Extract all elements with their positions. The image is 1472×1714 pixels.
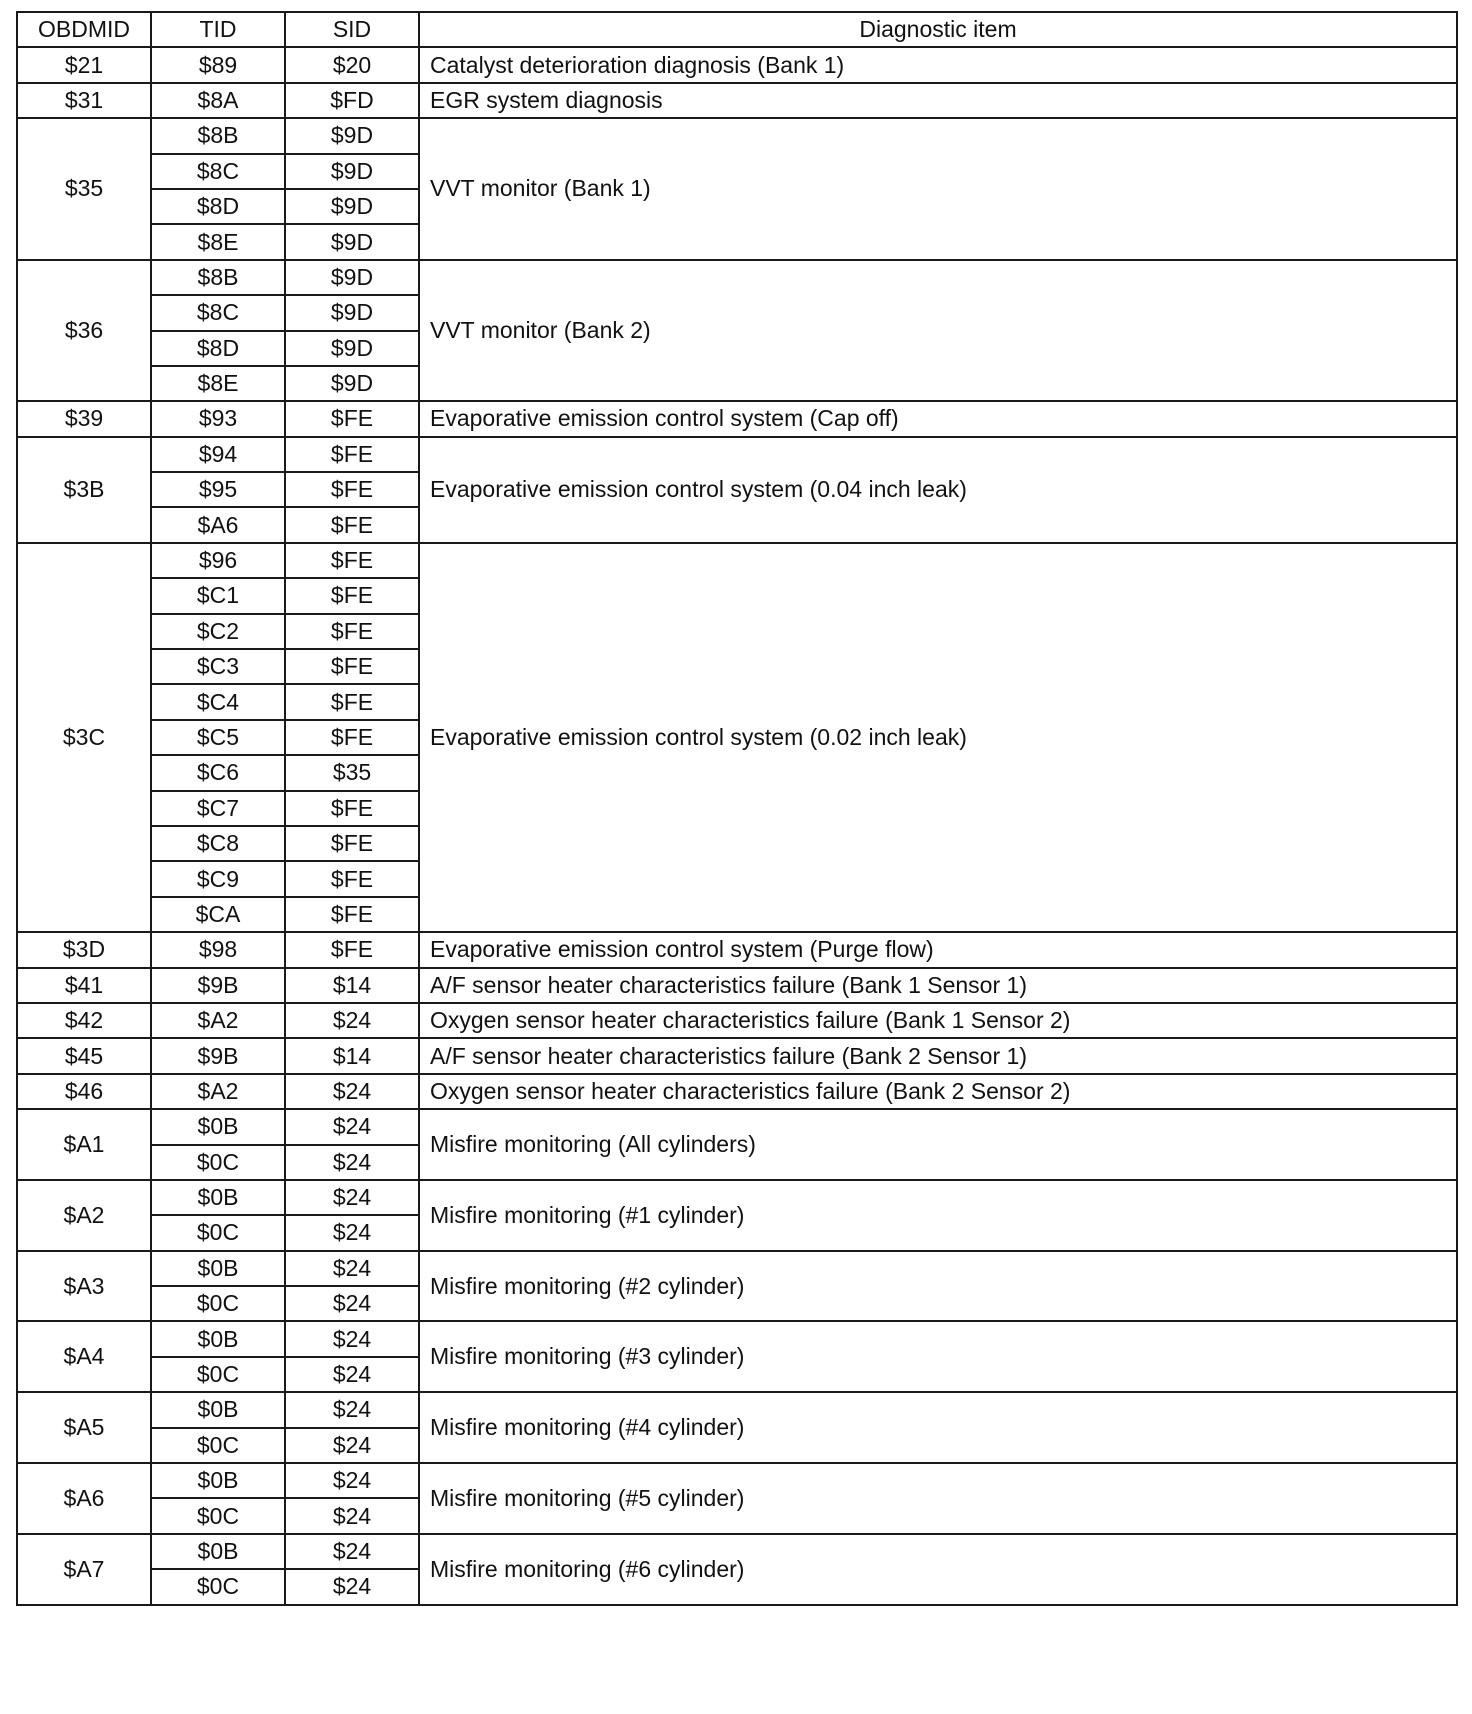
table-row — [17, 1463, 1457, 1498]
tid-cell: $C4 — [151, 684, 285, 719]
tid-cell: $0C — [151, 1569, 285, 1604]
table-row — [17, 401, 1457, 436]
tid-cell: $A2 — [151, 1003, 285, 1038]
diagnostic-item-cell: Evaporative emission control system (0.02 inch leak) — [419, 543, 1457, 932]
header-obdmid: OBDMID — [17, 12, 151, 47]
diagnostic-item-cell: Misfire monitoring (All cylinders) — [419, 1109, 1457, 1180]
tid-cell: $A6 — [151, 507, 285, 542]
diagnostic-item-cell: Misfire monitoring (#2 cylinder) — [419, 1251, 1457, 1322]
sid-cell: $24 — [285, 1392, 419, 1427]
tid-cell: $0B — [151, 1463, 285, 1498]
tid-cell: $96 — [151, 543, 285, 578]
sid-cell: $24 — [285, 1357, 419, 1392]
obdmid-cell: $39 — [17, 401, 151, 436]
sid-cell: $FE — [285, 472, 419, 507]
table-row — [17, 1534, 1457, 1569]
table-row — [17, 1392, 1457, 1427]
tid-cell: $9B — [151, 1038, 285, 1073]
table-row — [17, 1074, 1457, 1109]
tid-cell: $8A — [151, 83, 285, 118]
tid-cell: $8D — [151, 331, 285, 366]
header-row — [17, 12, 1457, 47]
obdmid-table-container — [16, 11, 1458, 1606]
sid-cell: $24 — [285, 1286, 419, 1321]
obdmid-cell: $3C — [17, 543, 151, 932]
obdmid-table — [16, 11, 1458, 1606]
sid-cell: $9D — [285, 366, 419, 401]
table-row — [17, 1251, 1457, 1286]
sid-cell: $9D — [285, 154, 419, 189]
obdmid-cell: $45 — [17, 1038, 151, 1073]
tid-cell: $8C — [151, 154, 285, 189]
diagnostic-item-cell: Misfire monitoring (#4 cylinder) — [419, 1392, 1457, 1463]
tid-cell: $0C — [151, 1286, 285, 1321]
table-row — [17, 968, 1457, 1003]
sid-cell: $20 — [285, 47, 419, 82]
sid-cell: $FE — [285, 437, 419, 472]
table-row — [17, 1038, 1457, 1073]
tid-cell: $0B — [151, 1534, 285, 1569]
sid-cell: $24 — [285, 1145, 419, 1180]
sid-cell: $FE — [285, 684, 419, 719]
diagnostic-item-cell: Misfire monitoring (#1 cylinder) — [419, 1180, 1457, 1251]
header-diagnostic-item: Diagnostic item — [419, 12, 1457, 47]
sid-cell: $FE — [285, 543, 419, 578]
sid-cell: $14 — [285, 968, 419, 1003]
header-tid: TID — [151, 12, 285, 47]
tid-cell: $8B — [151, 260, 285, 295]
tid-cell: $C5 — [151, 720, 285, 755]
diagnostic-item-cell: Evaporative emission control system (Cap off) — [419, 401, 1457, 436]
tid-cell: $0C — [151, 1215, 285, 1250]
tid-cell: $98 — [151, 932, 285, 967]
sid-cell: $14 — [285, 1038, 419, 1073]
tid-cell: $C8 — [151, 826, 285, 861]
sid-cell: $FE — [285, 578, 419, 613]
sid-cell: $9D — [285, 189, 419, 224]
tid-cell: $C3 — [151, 649, 285, 684]
tid-cell: $0C — [151, 1357, 285, 1392]
sid-cell: $9D — [285, 295, 419, 330]
diagnostic-item-cell: Evaporative emission control system (Purge flow) — [419, 932, 1457, 967]
sid-cell: $9D — [285, 260, 419, 295]
tid-cell: $0C — [151, 1428, 285, 1463]
tid-cell: $C1 — [151, 578, 285, 613]
table-row — [17, 118, 1457, 153]
sid-cell: $9D — [285, 118, 419, 153]
diagnostic-item-cell: Oxygen sensor heater characteristics failure (Bank 2 Sensor 2) — [419, 1074, 1457, 1109]
obdmid-cell: $A2 — [17, 1180, 151, 1251]
tid-cell: $C2 — [151, 614, 285, 649]
table-row — [17, 543, 1457, 578]
table-row — [17, 47, 1457, 82]
sid-cell: $24 — [285, 1321, 419, 1356]
sid-cell: $24 — [285, 1251, 419, 1286]
tid-cell: $8E — [151, 366, 285, 401]
diagnostic-item-cell: Oxygen sensor heater characteristics failure (Bank 1 Sensor 2) — [419, 1003, 1457, 1038]
obdmid-cell: $3D — [17, 932, 151, 967]
diagnostic-item-cell: Misfire monitoring (#5 cylinder) — [419, 1463, 1457, 1534]
diagnostic-item-cell: Misfire monitoring (#3 cylinder) — [419, 1321, 1457, 1392]
sid-cell: $24 — [285, 1074, 419, 1109]
sid-cell: $24 — [285, 1180, 419, 1215]
tid-cell: $8B — [151, 118, 285, 153]
sid-cell: $24 — [285, 1534, 419, 1569]
tid-cell: $8D — [151, 189, 285, 224]
tid-cell: $C9 — [151, 861, 285, 896]
sid-cell: $24 — [285, 1109, 419, 1144]
diagnostic-item-cell: A/F sensor heater characteristics failure (Bank 1 Sensor 1) — [419, 968, 1457, 1003]
table-row — [17, 932, 1457, 967]
obdmid-cell: $36 — [17, 260, 151, 402]
obdmid-cell: $31 — [17, 83, 151, 118]
sid-cell: $FE — [285, 649, 419, 684]
diagnostic-item-cell: EGR system diagnosis — [419, 83, 1457, 118]
table-row — [17, 83, 1457, 118]
obdmid-cell: $42 — [17, 1003, 151, 1038]
tid-cell: $95 — [151, 472, 285, 507]
obdmid-cell: $A4 — [17, 1321, 151, 1392]
sid-cell: $FE — [285, 401, 419, 436]
tid-cell: $C7 — [151, 791, 285, 826]
table-row — [17, 1109, 1457, 1144]
tid-cell: $0B — [151, 1180, 285, 1215]
tid-cell: $0B — [151, 1109, 285, 1144]
diagnostic-item-cell: Catalyst deterioration diagnosis (Bank 1) — [419, 47, 1457, 82]
diagnostic-item-cell: Evaporative emission control system (0.04 inch leak) — [419, 437, 1457, 543]
diagnostic-item-cell: VVT monitor (Bank 1) — [419, 118, 1457, 260]
tid-cell: $9B — [151, 968, 285, 1003]
obdmid-cell: $A5 — [17, 1392, 151, 1463]
obdmid-cell: $A1 — [17, 1109, 151, 1180]
sid-cell: $24 — [285, 1003, 419, 1038]
sid-cell: $FE — [285, 932, 419, 967]
sid-cell: $9D — [285, 224, 419, 259]
obdmid-cell: $21 — [17, 47, 151, 82]
tid-cell: $0B — [151, 1251, 285, 1286]
tid-cell: $94 — [151, 437, 285, 472]
tid-cell: $0B — [151, 1321, 285, 1356]
table-row — [17, 260, 1457, 295]
sid-cell: $24 — [285, 1498, 419, 1533]
sid-cell: $FE — [285, 791, 419, 826]
tid-cell: $8C — [151, 295, 285, 330]
obdmid-cell: $A7 — [17, 1534, 151, 1605]
obdmid-cell: $46 — [17, 1074, 151, 1109]
sid-cell: $24 — [285, 1463, 419, 1498]
tid-cell: $8E — [151, 224, 285, 259]
sid-cell: $FE — [285, 507, 419, 542]
table-row — [17, 1180, 1457, 1215]
tid-cell: $89 — [151, 47, 285, 82]
sid-cell: $FE — [285, 861, 419, 896]
sid-cell: $9D — [285, 331, 419, 366]
obdmid-cell: $41 — [17, 968, 151, 1003]
diagnostic-item-cell: Misfire monitoring (#6 cylinder) — [419, 1534, 1457, 1605]
tid-cell: $C6 — [151, 755, 285, 790]
obdmid-cell: $35 — [17, 118, 151, 260]
tid-cell: $A2 — [151, 1074, 285, 1109]
obdmid-cell: $A6 — [17, 1463, 151, 1534]
sid-cell: $FE — [285, 897, 419, 932]
table-header — [17, 12, 1457, 47]
sid-cell: $24 — [285, 1569, 419, 1604]
sid-cell: $FE — [285, 614, 419, 649]
tid-cell: $93 — [151, 401, 285, 436]
table-row — [17, 437, 1457, 472]
sid-cell: $24 — [285, 1215, 419, 1250]
sid-cell: $35 — [285, 755, 419, 790]
tid-cell: $0C — [151, 1498, 285, 1533]
sid-cell: $FD — [285, 83, 419, 118]
tid-cell: $0B — [151, 1392, 285, 1427]
obdmid-cell: $A3 — [17, 1251, 151, 1322]
sid-cell: $FE — [285, 826, 419, 861]
table-row — [17, 1003, 1457, 1038]
tid-cell: $0C — [151, 1145, 285, 1180]
table-body — [17, 47, 1457, 1604]
header-sid: SID — [285, 12, 419, 47]
sid-cell: $FE — [285, 720, 419, 755]
tid-cell: $CA — [151, 897, 285, 932]
sid-cell: $24 — [285, 1428, 419, 1463]
obdmid-cell: $3B — [17, 437, 151, 543]
diagnostic-item-cell: A/F sensor heater characteristics failure (Bank 2 Sensor 1) — [419, 1038, 1457, 1073]
table-row — [17, 1321, 1457, 1356]
diagnostic-item-cell: VVT monitor (Bank 2) — [419, 260, 1457, 402]
